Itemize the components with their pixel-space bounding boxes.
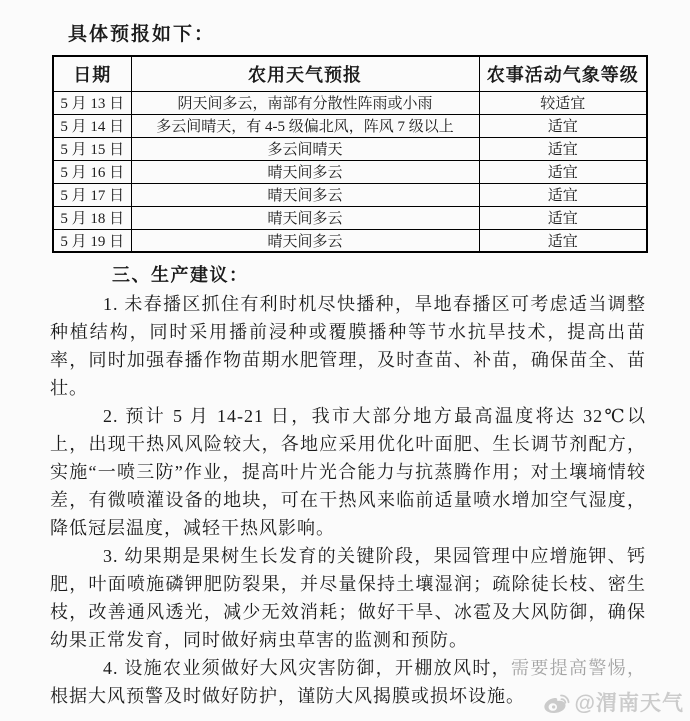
column-header-level: 农事活动气象等级 <box>479 56 647 91</box>
table-row <box>53 160 647 183</box>
forecast-cell: 晴天间多云 <box>131 206 479 229</box>
forecast-cell: 晴天间多云 <box>131 160 479 183</box>
column-header-forecast: 农用天气预报 <box>131 56 479 91</box>
advice-paragraph-4-end: 根据大风预警及时做好防护，谨防大风揭膜或损坏设施。 <box>50 686 525 706</box>
column-header-date: 日期 <box>53 56 131 91</box>
date-cell: 5 月 16 日 <box>53 160 131 183</box>
forecast-cell: 阴天间多云，南部有分散性阵雨或小雨 <box>131 91 479 114</box>
forecast-cell: 晴天间多云 <box>131 183 479 206</box>
watermark-handle: @渭南天气 <box>574 692 684 715</box>
section-heading-production-advice: 三、生产建议： <box>112 265 249 285</box>
forecast-cell: 晴天间多云 <box>131 229 479 252</box>
forecast-cell: 多云间晴天，有 4-5 级偏北风，阵风 7 级以上 <box>131 114 479 137</box>
table-row <box>53 91 647 114</box>
level-cell: 适宜 <box>479 206 647 229</box>
forecast-table <box>52 55 648 253</box>
date-cell: 5 月 17 日 <box>53 183 131 206</box>
table-row <box>53 229 647 252</box>
date-cell: 5 月 18 日 <box>53 206 131 229</box>
table-row <box>53 183 647 206</box>
date-cell: 5 月 14 日 <box>53 114 131 137</box>
watermark <box>543 687 684 717</box>
table-row <box>53 206 647 229</box>
advice-paragraph-4-start: 4. 设施农业须做好大风灾害防御，开棚放风时， <box>103 658 511 678</box>
date-cell: 5 月 19 日 <box>53 229 131 252</box>
table-row <box>53 137 647 160</box>
level-cell: 适宜 <box>479 160 647 183</box>
level-cell: 较适宜 <box>479 91 647 114</box>
date-cell: 5 月 15 日 <box>53 137 131 160</box>
advice-paragraph-4-faded: 需要提高警惕， <box>511 658 646 678</box>
level-cell: 适宜 <box>479 137 647 160</box>
advice-paragraph-2: 2. 预计 5 月 14-21 日，我市大部分地方最高温度将达 32℃以上，出现干热风风险较大，各地应采用优化叶面肥、生长调节剂配方，实施“一喷三防”作业，提高叶片光合能力与抗蒸腾作用；对土壤墒情较差，有微喷灌设备的地块，可在干热风来临前适量喷水增加空气湿度，降低冠层温度，减轻干热风影响。 <box>50 406 646 538</box>
level-cell: 适宜 <box>479 183 647 206</box>
table-header-row <box>53 56 647 91</box>
forecast-cell: 多云间晴天 <box>131 137 479 160</box>
date-cell: 5 月 13 日 <box>53 91 131 114</box>
page-title: 具体预报如下： <box>68 24 216 45</box>
advice-paragraph-1: 1. 未春播区抓住有利时机尽快播种，旱地春播区可考虑适当调整种植结构，同时采用播前浸种或覆膜播种等节水抗旱技术，提高出苗率，同时加强春播作物苗期水肥管理，及时查苗、补苗，确保苗全、苗壮。 <box>50 294 646 398</box>
table-row <box>53 114 647 137</box>
level-cell: 适宜 <box>479 229 647 252</box>
level-cell: 适宜 <box>479 114 647 137</box>
weibo-icon <box>543 691 570 714</box>
advice-paragraph-3: 3. 幼果期是果树生长发育的关键阶段，果园管理中应增施钾、钙肥，叶面喷施磷钾肥防裂果，并尽量保持土壤湿润；疏除徒长枝、密生枝，改善通风透光，减少无效消耗；做好干旱、冰雹及大风防御，确保幼果正常发育，同时做好病虫草害的监测和预防。 <box>50 546 646 650</box>
